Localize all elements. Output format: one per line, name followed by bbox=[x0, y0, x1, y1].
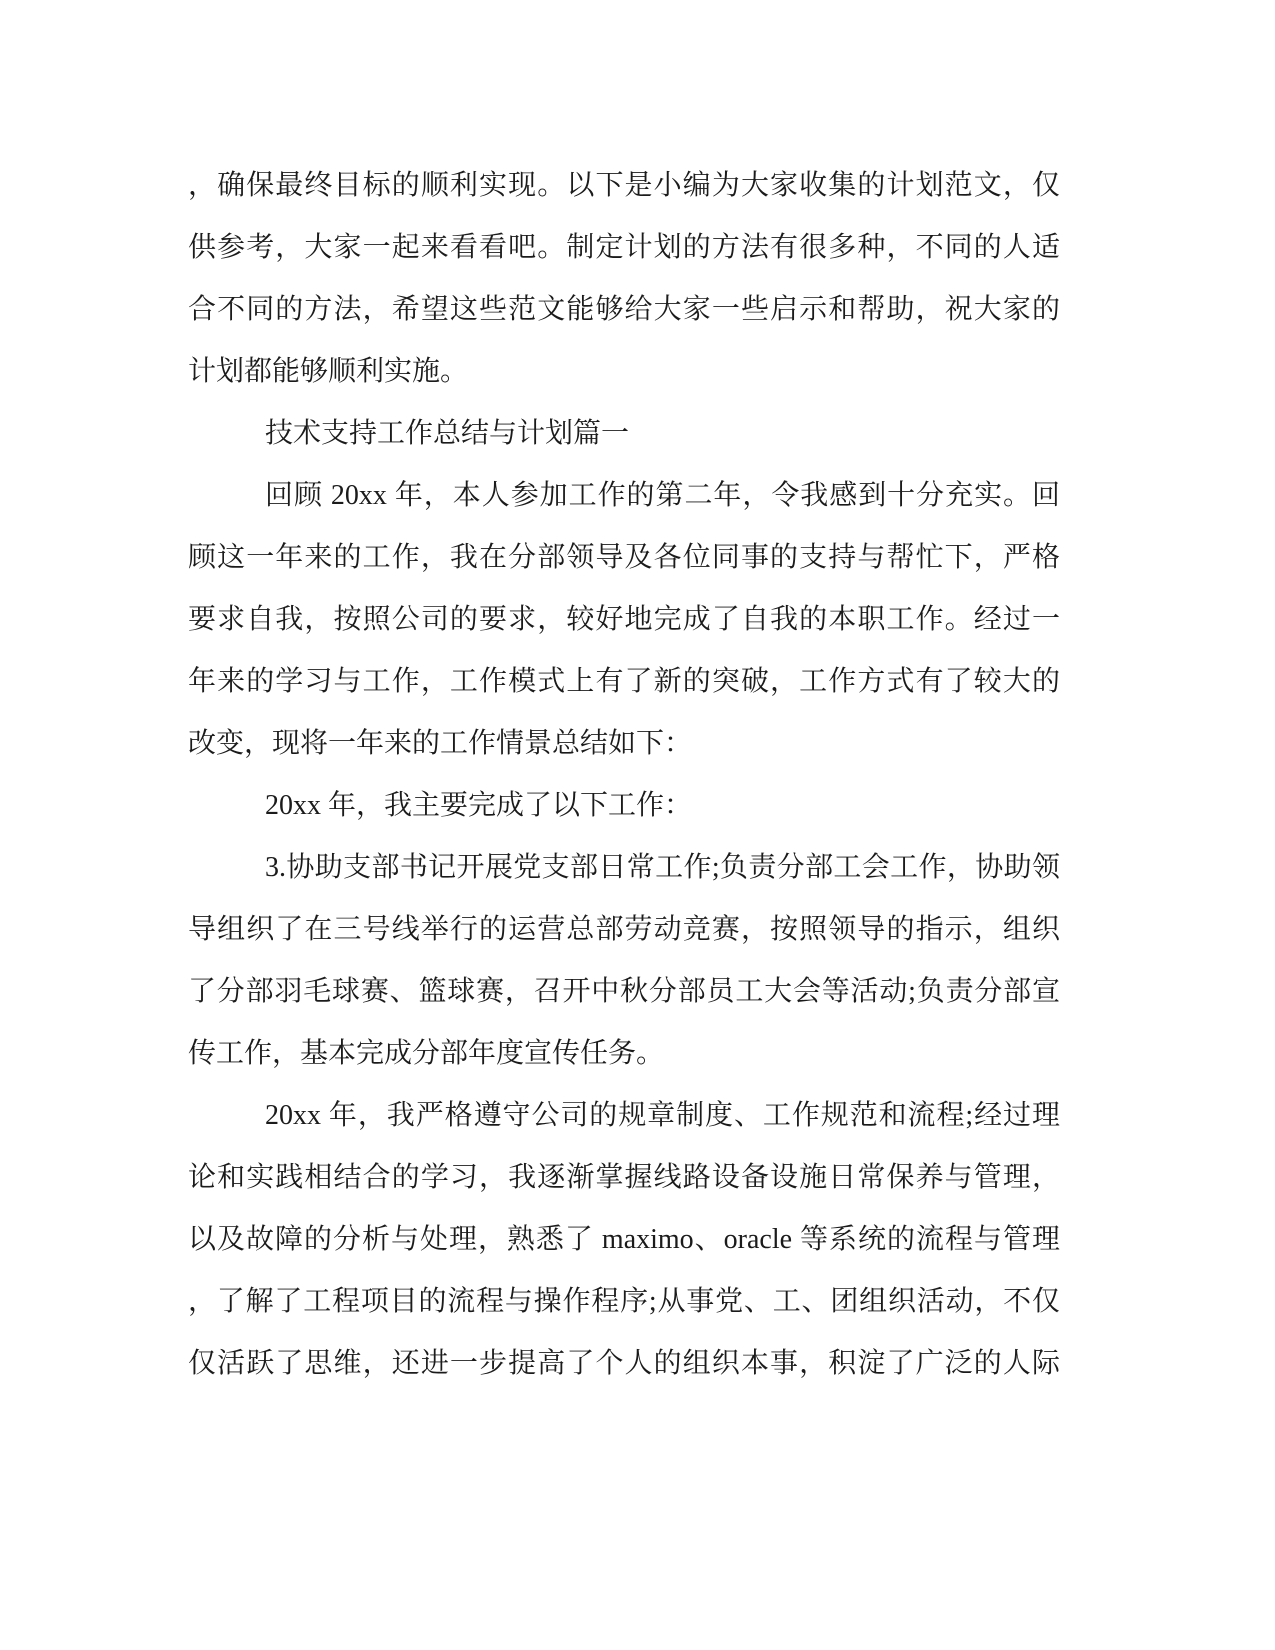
text-line: 仅活跃了思维，还进一步提高了个人的组织本事，积淀了广泛的人际 bbox=[188, 1348, 1060, 1379]
paragraph-discipline-and-learning bbox=[188, 1085, 1060, 1395]
intro-continuation-paragraph bbox=[188, 155, 1060, 403]
text-line: 回顾 20xx 年，本人参加工作的第二年，令我感到十分充实。回 bbox=[265, 480, 1060, 511]
text-line: 3.协助支部书记开展党支部日常工作;负责分部工会工作，协助领 bbox=[265, 852, 1060, 883]
text-line: 计划都能够顺利实施。 bbox=[188, 356, 469, 387]
text-line: ，确保最终目标的顺利实现。以下是小编为大家收集的计划范文，仅 bbox=[188, 170, 1060, 201]
text-line: 年来的学习与工作，工作模式上有了新的突破，工作方式有了较大的 bbox=[188, 666, 1060, 697]
text-line: 改变，现将一年来的工作情景总结如下： bbox=[188, 728, 693, 759]
text-line: 顾这一年来的工作，我在分部领导及各位同事的支持与帮忙下，严格 bbox=[188, 542, 1060, 573]
text-line: ，了解了工程项目的流程与操作程序;从事党、工、团组织活动，不仅 bbox=[188, 1286, 1060, 1317]
text-line: 传工作，基本完成分部年度宣传任务。 bbox=[188, 1038, 665, 1069]
text-line: 了分部羽毛球赛、篮球赛，召开中秋分部员工大会等活动;负责分部宣 bbox=[188, 976, 1060, 1007]
text-line: 以及故障的分析与处理，熟悉了 maximo、oracle 等系统的流程与管理 bbox=[188, 1224, 1060, 1255]
text-line: 要求自我，按照公司的要求，较好地完成了自我的本职工作。经过一 bbox=[188, 604, 1060, 635]
document-text-block bbox=[188, 155, 1060, 1395]
text-line: 论和实践相结合的学习，我逐渐掌握线路设备设施日常保养与管理， bbox=[188, 1162, 1060, 1193]
text-line: 20xx 年，我严格遵守公司的规章制度、工作规范和流程;经过理 bbox=[265, 1100, 1060, 1131]
text-line: 供参考，大家一起来看看吧。制定计划的方法有很多种，不同的人适 bbox=[188, 232, 1060, 263]
paragraph-year-review bbox=[188, 465, 1060, 775]
text-line: 导组织了在三号线举行的运营总部劳动竞赛，按照领导的指示，组织 bbox=[188, 914, 1060, 945]
text-line: 合不同的方法，希望这些范文能够给大家一些启示和帮助，祝大家的 bbox=[188, 294, 1060, 325]
text-line: 技术支持工作总结与计划篇一 bbox=[265, 418, 630, 449]
section-heading bbox=[188, 403, 1060, 465]
text-line: 20xx 年，我主要完成了以下工作： bbox=[265, 790, 693, 821]
paragraph-item-3 bbox=[188, 837, 1060, 1085]
paragraph-work-completed-intro bbox=[188, 775, 1060, 837]
